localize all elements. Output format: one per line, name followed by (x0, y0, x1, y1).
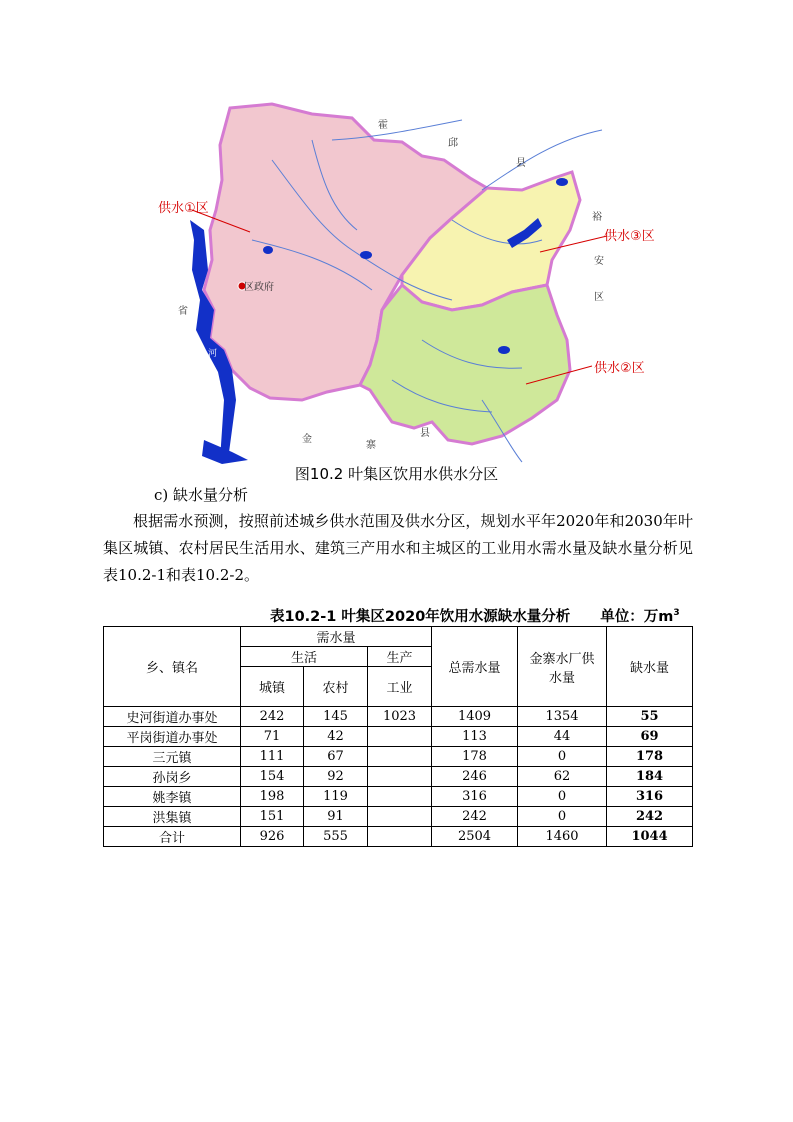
cell-supply: 44 (518, 727, 607, 747)
header-life: 生活 (241, 647, 368, 667)
table-caption (270, 605, 680, 626)
cell-industry (368, 827, 432, 847)
cell-rural: 42 (304, 727, 368, 747)
place-label: 邱 (448, 138, 458, 149)
table-row (104, 747, 693, 767)
cell-supply: 0 (518, 807, 607, 827)
place-label: 区 (594, 292, 604, 303)
place-label: 省 (178, 306, 188, 317)
cell-total: 242 (432, 807, 518, 827)
cell-shortage: 55 (607, 707, 693, 727)
cell-name: 平岗街道办事处 (104, 727, 241, 747)
zone2-area (360, 285, 570, 444)
table-unit: 单位：万$m^3$ (600, 608, 680, 625)
figure-caption: 图10.2 叶集区饮用水供水分区 (294, 465, 499, 483)
header-supply: 金寨水厂供水量 (518, 627, 607, 707)
cell-urban: 926 (241, 827, 304, 847)
cell-name: 三元镇 (104, 747, 241, 767)
cell-total: 1409 (432, 707, 518, 727)
reservoir (556, 178, 568, 186)
body-paragraph: 根据需水预测，按照前述城乡供水范围及供水分区，规划水平年2020年和2030年叶集区城镇、农村居民生活用水、建筑三产用水和主城区的工业用水需水量及缺水量分析见表10.2-1和表10.2-2。 (103, 512, 693, 584)
cell-industry (368, 807, 432, 827)
cell-industry (368, 787, 432, 807)
cell-urban: 151 (241, 807, 304, 827)
map-svg (152, 100, 655, 466)
header-urban: 城镇 (241, 667, 304, 707)
header-demand: 需水量 (241, 627, 432, 647)
header-shortage: 缺水量 (607, 627, 693, 707)
cell-supply: 62 (518, 767, 607, 787)
cell-rural: 555 (304, 827, 368, 847)
reservoir (263, 246, 273, 254)
place-label: 裕 (592, 212, 602, 223)
cell-total: 113 (432, 727, 518, 747)
cell-rural: 119 (304, 787, 368, 807)
cell-urban: 242 (241, 707, 304, 727)
cell-industry (368, 747, 432, 767)
cell-supply: 0 (518, 747, 607, 767)
header-industry: 工业 (368, 667, 432, 707)
place-label: 河 (208, 349, 218, 359)
header-rural: 农村 (304, 667, 368, 707)
cell-urban: 111 (241, 747, 304, 767)
table-row (104, 767, 693, 787)
place-label: 霍 (378, 120, 388, 131)
cell-supply: 1460 (518, 827, 607, 847)
header-total-demand: 总需水量 (432, 627, 518, 707)
table-caption-title: 表10.2-1 叶集区2020年饮用水源缺水量分析 (270, 609, 571, 625)
cell-shortage: 1044 (607, 827, 693, 847)
section-heading: c) 缺水量分析 (154, 486, 249, 504)
cell-shortage: 178 (607, 747, 693, 767)
cell-shortage: 69 (607, 727, 693, 747)
zone1-label: 供水①区 (158, 201, 209, 216)
place-label: 安 (594, 256, 604, 267)
reservoir (360, 251, 372, 259)
gov-label: 区政府 (244, 282, 274, 293)
cell-name: 洪集镇 (104, 807, 241, 827)
place-label: 金 (302, 434, 312, 445)
cell-industry (368, 727, 432, 747)
place-label: 县 (420, 428, 430, 439)
cell-rural: 67 (304, 747, 368, 767)
cell-total: 316 (432, 787, 518, 807)
reservoir (498, 346, 510, 354)
cell-shortage: 184 (607, 767, 693, 787)
header-production: 生产 (368, 647, 432, 667)
cell-rural: 92 (304, 767, 368, 787)
cell-total: 178 (432, 747, 518, 767)
zone3-label: 供水③区 (604, 229, 655, 244)
cell-urban: 71 (241, 727, 304, 747)
cell-shortage: 316 (607, 787, 693, 807)
cell-rural: 91 (304, 807, 368, 827)
table-row (104, 727, 693, 747)
cell-total: 2504 (432, 827, 518, 847)
cell-rural: 145 (304, 707, 368, 727)
cell-total: 246 (432, 767, 518, 787)
header-town: 乡、镇名 (104, 627, 241, 707)
table-row (104, 807, 693, 827)
cell-industry (368, 767, 432, 787)
place-label: 寨 (366, 440, 376, 451)
table-row (104, 827, 693, 847)
cell-name: 合计 (104, 827, 241, 847)
cell-urban: 154 (241, 767, 304, 787)
cell-urban: 198 (241, 787, 304, 807)
cell-supply: 1354 (518, 707, 607, 727)
cell-industry: 1023 (368, 707, 432, 727)
table-row (104, 707, 693, 727)
cell-supply: 0 (518, 787, 607, 807)
water-supply-zone-map (152, 100, 655, 466)
shortage-table (103, 626, 693, 847)
cell-name: 孙岗乡 (104, 767, 241, 787)
place-label: 县 (516, 158, 526, 169)
table-row (104, 787, 693, 807)
cell-name: 姚李镇 (104, 787, 241, 807)
cell-name: 史河街道办事处 (104, 707, 241, 727)
zone2-label: 供水②区 (594, 361, 645, 376)
cell-shortage: 242 (607, 807, 693, 827)
table-body (104, 707, 693, 847)
